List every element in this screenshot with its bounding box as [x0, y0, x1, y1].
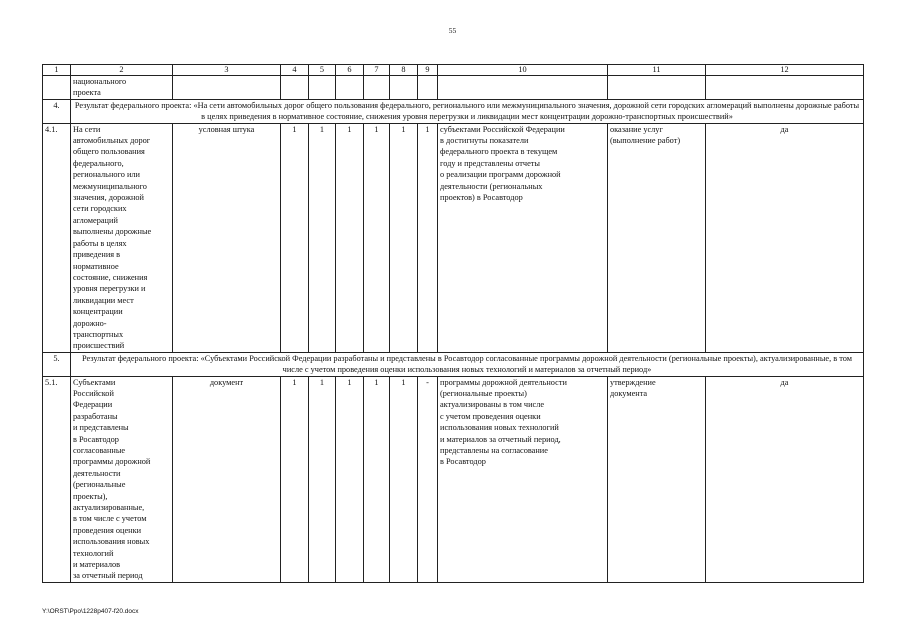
col-header: 4: [281, 65, 309, 76]
result-name: На сети автомобильных дорог общего пользования федерального, регионального или межмуниципального значения, дорожной сети городских агломераций выполнены дорожные работы в целях приведения в нормативное состояние, снижения уровня перегрузки и ликвидации мест концентрации дорожно- транспортных происшествий: [71, 123, 173, 352]
col-header: 11: [608, 65, 706, 76]
header-row: [43, 65, 864, 76]
passport-table: [42, 64, 864, 583]
section-title: Результат федерального проекта: «На сети автомобильных дорог общего пользования федерального, регионального или межмуниципального значения, дорожной сети городских агломераций выполнены дорожные работы в целях приведения в нормативное состояние, снижения уровня перегрузки и ликвидации мест концентрации дорожно-транспортных происшествий»: [71, 99, 864, 123]
col-header: 5: [309, 65, 336, 76]
row-name-continuation: национального проекта: [71, 76, 173, 100]
value-cell: -: [418, 376, 438, 582]
section-row: [43, 352, 864, 376]
value-cell: 1: [336, 376, 364, 582]
table-row: [43, 76, 864, 100]
value-cell: 1: [336, 123, 364, 352]
col-header: 3: [173, 65, 281, 76]
col-header: 7: [364, 65, 390, 76]
row-number: 4.1.: [43, 123, 71, 352]
type-cell: оказание услуг (выполнение работ): [608, 123, 706, 352]
result-name: Субъектами Российской Федерации разработаны и представлены в Росавтодор согласованные программы дорожной деятельности (региональные проекты), актуализированные, в том числе с учетом проведения оценки использования новых технологий и материалов за отчетный период: [71, 376, 173, 582]
table-row: [43, 376, 864, 582]
value-cell: 1: [390, 376, 418, 582]
value-cell: 1: [364, 123, 390, 352]
unit-cell: документ: [173, 376, 281, 582]
col-header: 9: [418, 65, 438, 76]
col-header: 8: [390, 65, 418, 76]
value-cell: 1: [309, 123, 336, 352]
file-path-footer: Y:\ORST\Ppo\1228p407-f20.docx: [42, 608, 139, 615]
flag-cell: да: [706, 376, 864, 582]
section-title: Результат федерального проекта: «Субъектами Российской Федерации разработаны и представлены в Росавтодор согласованные программы дорожной деятельности (региональные проекты), актуализированные, в том числе с учетом проведения оценки использования новых технологий и материалов за отчетный период»: [71, 352, 864, 376]
unit-cell: условная штука: [173, 123, 281, 352]
row-number: 5.1.: [43, 376, 71, 582]
value-cell: 1: [390, 123, 418, 352]
value-cell: 1: [281, 123, 309, 352]
table-row: [43, 123, 864, 352]
col-header: 1: [43, 65, 71, 76]
row-number: 4.: [43, 99, 71, 123]
col-header: 2: [71, 65, 173, 76]
description-cell: субъектами Российской Федерации в достигнуты показатели федерального проекта в текущем году и представлены отчеты о реализации программ дорожной деятельности (региональных проектов) в Росавтодор: [438, 123, 608, 352]
value-cell: 1: [418, 123, 438, 352]
section-row: [43, 99, 864, 123]
value-cell: 1: [281, 376, 309, 582]
type-cell: утверждение документа: [608, 376, 706, 582]
value-cell: 1: [309, 376, 336, 582]
row-number: 5.: [43, 352, 71, 376]
col-header: 12: [706, 65, 864, 76]
description-cell: программы дорожной деятельности (региональные проекты) актуализированы в том числе с учетом проведения оценки использования новых технологий и материалов за отчетный период, представлены на согласование в Росавтодор: [438, 376, 608, 582]
page-number: 55: [448, 26, 457, 35]
value-cell: 1: [364, 376, 390, 582]
col-header: 6: [336, 65, 364, 76]
flag-cell: да: [706, 123, 864, 352]
col-header: 10: [438, 65, 608, 76]
